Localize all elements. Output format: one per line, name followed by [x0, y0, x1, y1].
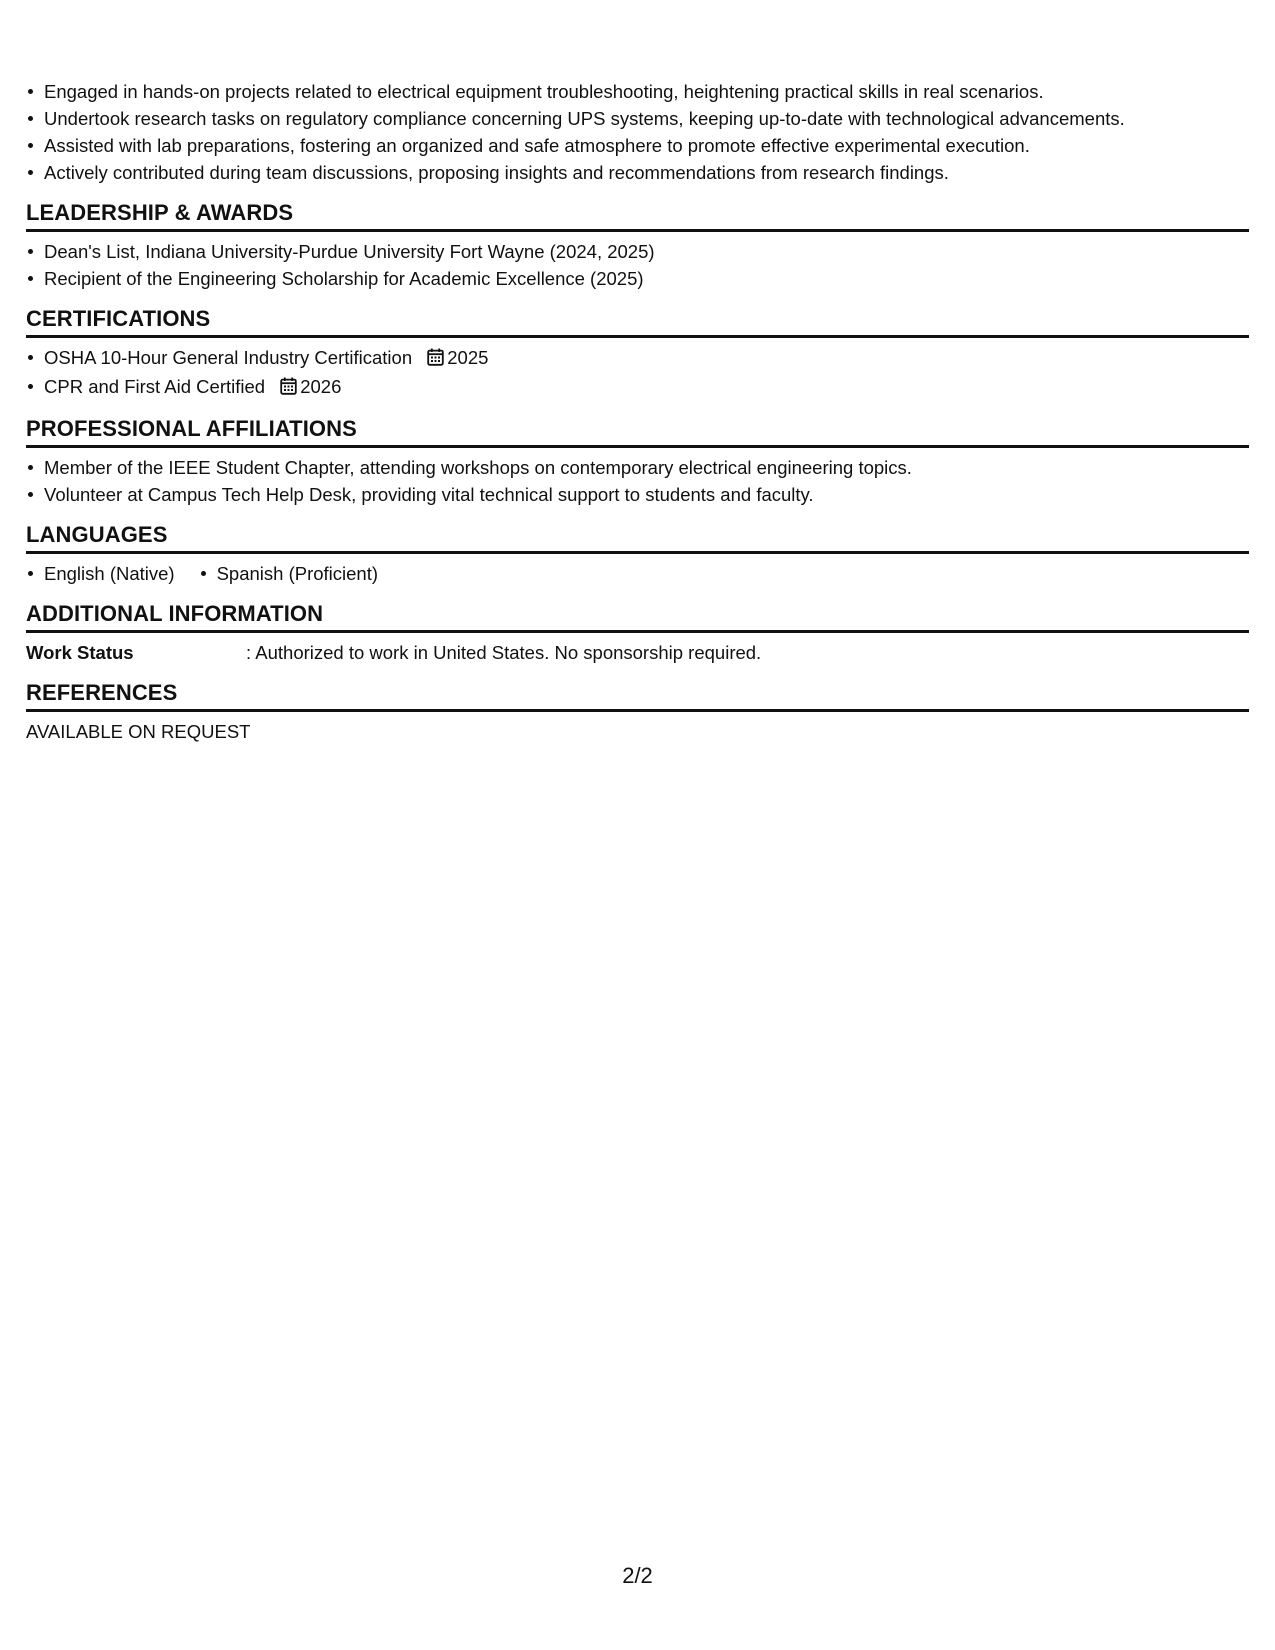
references-section: [26, 680, 1249, 745]
references-text: AVAILABLE ON REQUEST: [26, 721, 251, 742]
section-title: LANGUAGES: [26, 522, 168, 547]
section-title: CERTIFICATIONS: [26, 306, 211, 331]
section-divider: [26, 335, 1249, 338]
certification-year: 2025: [447, 347, 489, 368]
certifications-list: [26, 344, 1249, 402]
additional-info-section: [26, 601, 1249, 666]
page-number: 2/2: [622, 1563, 653, 1588]
certification-name: OSHA 10-Hour General Industry Certification: [44, 347, 413, 368]
info-value: : Authorized to work in United States. No sponsorship required.: [246, 642, 762, 663]
list-item: Volunteer at Campus Tech Help Desk, providing vital technical support to students and faculty.: [44, 481, 1249, 508]
list-item: [44, 344, 1249, 373]
certification-name: CPR and First Aid Certified: [44, 376, 266, 397]
info-key: Work Status: [26, 642, 134, 663]
section-title: LEADERSHIP & AWARDS: [26, 200, 294, 225]
list-item: [44, 373, 1249, 402]
experience-bullet-list: [26, 78, 1249, 186]
languages-section: [26, 522, 1249, 587]
resume-page: [26, 78, 1249, 745]
leadership-section: [26, 200, 1249, 292]
certifications-section: [26, 306, 1249, 402]
list-item: Assisted with lab preparations, fostering an organized and safe atmosphere to promote effective experimental execution.: [44, 132, 1249, 159]
section-title: PROFESSIONAL AFFILIATIONS: [26, 416, 357, 441]
list-item: Spanish (Proficient): [199, 560, 378, 587]
list-item: Recipient of the Engineering Scholarship for Academic Excellence (2025): [44, 265, 1249, 292]
section-title: REFERENCES: [26, 680, 178, 705]
list-item: Member of the IEEE Student Chapter, attending workshops on contemporary electrical engineering topics.: [44, 454, 1249, 481]
section-title: ADDITIONAL INFORMATION: [26, 601, 324, 626]
section-divider: [26, 709, 1249, 712]
section-divider: [26, 445, 1249, 448]
info-row: [26, 639, 1249, 666]
languages-list: [26, 560, 1249, 587]
section-divider: [26, 229, 1249, 232]
list-item: Engaged in hands-on projects related to electrical equipment troubleshooting, heightening practical skills in real scenarios.: [44, 78, 1249, 105]
leadership-list: [26, 238, 1249, 292]
list-item: English (Native): [26, 560, 175, 587]
list-item: Undertook research tasks on regulatory compliance concerning UPS systems, keeping up-to-date with technological advancements.: [44, 105, 1249, 132]
affiliations-list: [26, 454, 1249, 508]
calendar-icon: [427, 346, 444, 373]
section-divider: [26, 551, 1249, 554]
list-item: Actively contributed during team discussions, proposing insights and recommendations from research findings.: [44, 159, 1249, 186]
certification-year: 2026: [300, 376, 342, 397]
affiliations-section: [26, 416, 1249, 508]
list-item: Dean's List, Indiana University-Purdue University Fort Wayne (2024, 2025): [44, 238, 1249, 265]
section-divider: [26, 630, 1249, 633]
calendar-icon: [280, 375, 297, 402]
